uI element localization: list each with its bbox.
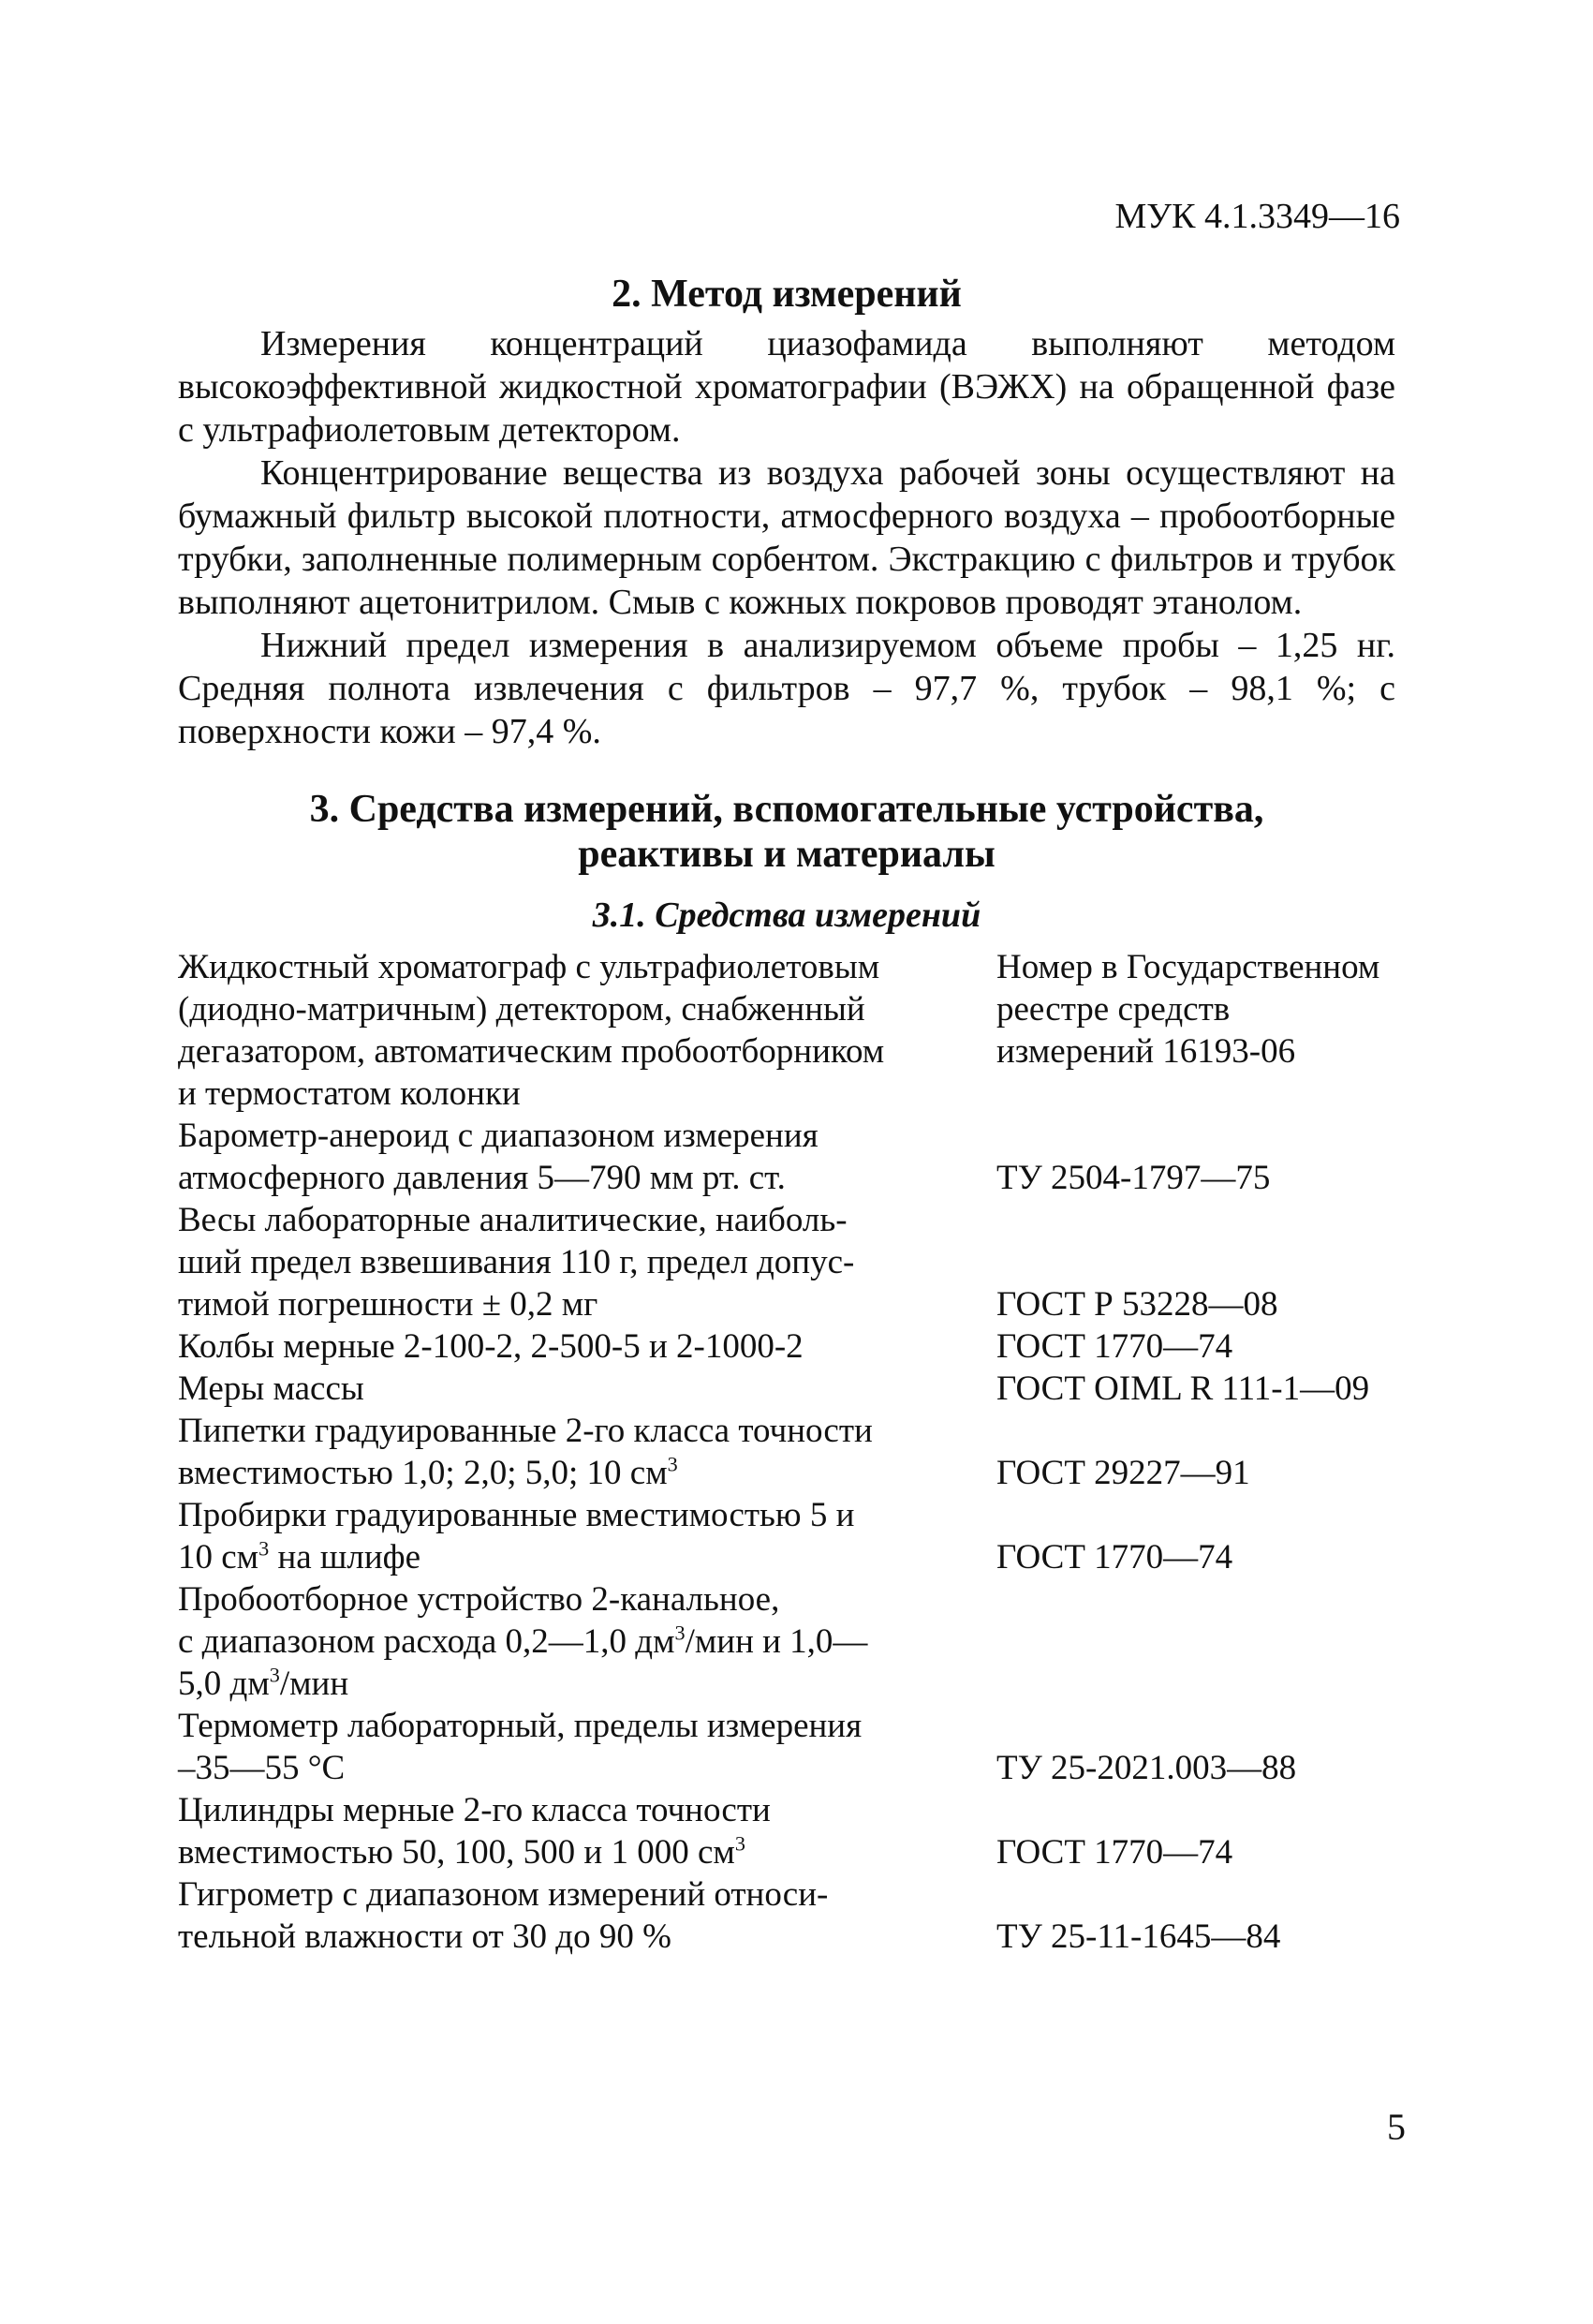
superscript: 3 [674,1621,686,1645]
instrument-row [178,1368,1433,1410]
instrument-reference [983,1705,1433,1789]
section-2-paragraph-1: Измерения концентраций циазофамида выполняют методом высокоэффективной жидкостной хроматографии (ВЭЖХ) на обращенной фазе с ультрафиолетовым детектором. [178,324,1395,450]
instrument-description-line [178,1494,983,1536]
instrument-reference-line: ТУ 25-2021.003—88 [996,1749,1297,1787]
instrument-row [178,946,1433,1115]
instrument-reference [983,946,1433,1115]
superscript: 3 [667,1452,678,1476]
instrument-reference-line: ГОСТ 1770—74 [996,1327,1233,1366]
instrument-description-line: –35—55 °С [178,1749,346,1787]
section-3-title [178,787,1395,877]
instrument-description [178,1705,983,1789]
section-3-title-line-2: реактивы и материалы [578,833,996,876]
instrument-description-line [178,1452,983,1494]
instrument-description-line [178,1831,983,1873]
instrument-description-line [178,1621,983,1663]
description-text: Пробоотборное устройство 2-канальное, [178,1580,780,1619]
document-code: МУК 4.1.3349—16 [1114,197,1400,236]
section-2-paragraph-3: Нижний предел измерения в анализируемом объеме пробы – 1,25 нг. Средняя полнота извлечения с фильтров – 97,7 %, трубок – 98,1 %; с поверхности кожи – 97,4 %. [178,626,1395,751]
description-text: Пипетки градуированные 2-го класса точности [178,1412,873,1450]
instrument-reference-line: Номер в Государственном [996,948,1380,986]
instrument-row [178,1115,1433,1199]
instrument-description-line: и термостатом колонки [178,1074,521,1113]
instrument-reference [983,1494,1433,1578]
description-text: вместимостью 50, 100, 500 и 1 000 см [178,1833,735,1872]
instrument-description [178,1410,983,1494]
instrument-description-line [178,1410,983,1452]
instrument-row [178,1705,1433,1789]
instrument-row [178,1873,1433,1958]
instrument-row [178,1325,1433,1368]
instrument-description-line: тимой погрешности ± 0,2 мг [178,1285,598,1324]
page-content [178,272,1395,1958]
instrument-reference [983,1368,1433,1410]
instrument-description [178,1494,983,1578]
instrument-reference [983,1578,1433,1705]
section-3-title-line-1: 3. Средства измерений, вспомогательные устройства, [309,788,1264,831]
instrument-reference-line: ГОСТ 29227—91 [996,1454,1250,1492]
instrument-description-line: тельной влажности от 30 до 90 % [178,1917,671,1956]
instrument-description-line: Гигрометр с диапазоном измерений относи- [178,1875,829,1914]
superscript: 3 [269,1663,280,1687]
instrument-description-line: дегазатором, автоматическим пробоотборником [178,1032,885,1071]
description-text: 10 см [178,1538,259,1576]
instrument-reference-line: ГОСТ OIML R 111-1—09 [996,1369,1370,1408]
instrument-row [178,1578,1433,1705]
instrument-reference-line: реестре средств [996,990,1231,1029]
description-text: вместимостью 1,0; 2,0; 5,0; 10 см [178,1454,668,1492]
instrument-description-line: Барометр-анероид с диапазоном измерения [178,1117,819,1155]
instrument-reference [983,1115,1433,1199]
description-text: Пробирки градуированные вместимостью 5 и [178,1496,855,1534]
instrument-reference [983,1410,1433,1494]
instrument-description-line [178,1789,983,1831]
instrument-description [178,1325,983,1368]
description-text: с диапазоном расхода 0,2—1,0 дм [178,1622,675,1661]
instrument-description [178,1873,983,1958]
instrument-description-line: Термометр лабораторный, пределы измерения [178,1707,863,1745]
instrument-row [178,1199,1433,1325]
instrument-description-line [178,1663,983,1705]
instrument-description [178,1578,983,1705]
description-text: Цилиндры мерные 2-го класса точности [178,1791,771,1829]
instrument-description-line: атмосферного давления 5—790 мм рт. ст. [178,1159,786,1197]
instrument-reference-line: ГОСТ Р 53228—08 [996,1285,1278,1324]
instrument-reference-line: ТУ 25-11-1645—84 [996,1917,1281,1956]
section-2-title: 2. Метод измерений [612,273,962,316]
instrument-description [178,1199,983,1325]
instruments-table [178,946,1433,1958]
superscript: 3 [734,1831,745,1856]
instrument-description [178,1789,983,1873]
page-number: 5 [1387,2106,1406,2148]
instrument-description-line [178,1578,983,1621]
section-2-paragraph-2: Концентрирование вещества из воздуха рабочей зоны осуществляют на бумажный фильтр высокой плотности, атмосферного воздуха – пробоотборные трубки, заполненные полимерным сорбентом. Экстракцию с фильтров и трубок выполняют ацетонитрилом. Смыв с кожных покровов проводят этанолом. [178,453,1395,622]
description-text: на шлифе [269,1538,421,1576]
description-text: /мин [279,1665,349,1703]
instrument-reference-line: ГОСТ 1770—74 [996,1833,1233,1872]
instruments-table-body [178,946,1433,1958]
description-text: 5,0 дм [178,1665,270,1703]
instrument-reference [983,1199,1433,1325]
instrument-description-line: Весы лабораторные аналитические, наиболь- [178,1201,848,1239]
instrument-description [178,1368,983,1410]
instrument-description-line: Колбы мерные 2-100-2, 2-500-5 и 2-1000-2 [178,1327,804,1366]
instrument-reference [983,1325,1433,1368]
instrument-description-line: ший предел взвешивания 110 г, предел допус- [178,1243,855,1281]
instrument-row [178,1410,1433,1494]
instrument-description [178,1115,983,1199]
instrument-reference-line: ГОСТ 1770—74 [996,1538,1233,1576]
instrument-reference [983,1873,1433,1958]
instrument-row [178,1789,1433,1873]
instrument-reference-line: ТУ 2504-1797—75 [996,1159,1271,1197]
description-text: /мин и 1,0— [685,1622,868,1661]
instrument-description [178,946,983,1115]
subsection-3-1-title: 3.1. Средства измерений [592,896,981,935]
instrument-description-line: (диодно-матричным) детектором, снабженный [178,990,865,1029]
instrument-description-line [178,1536,983,1578]
instrument-description-line: Меры массы [178,1369,364,1408]
instrument-row [178,1494,1433,1578]
superscript: 3 [258,1536,270,1561]
instrument-reference [983,1789,1433,1873]
instrument-description-line: Жидкостный хроматограф с ультрафиолетовым [178,948,880,986]
instrument-reference-line: измерений 16193-06 [996,1032,1296,1071]
